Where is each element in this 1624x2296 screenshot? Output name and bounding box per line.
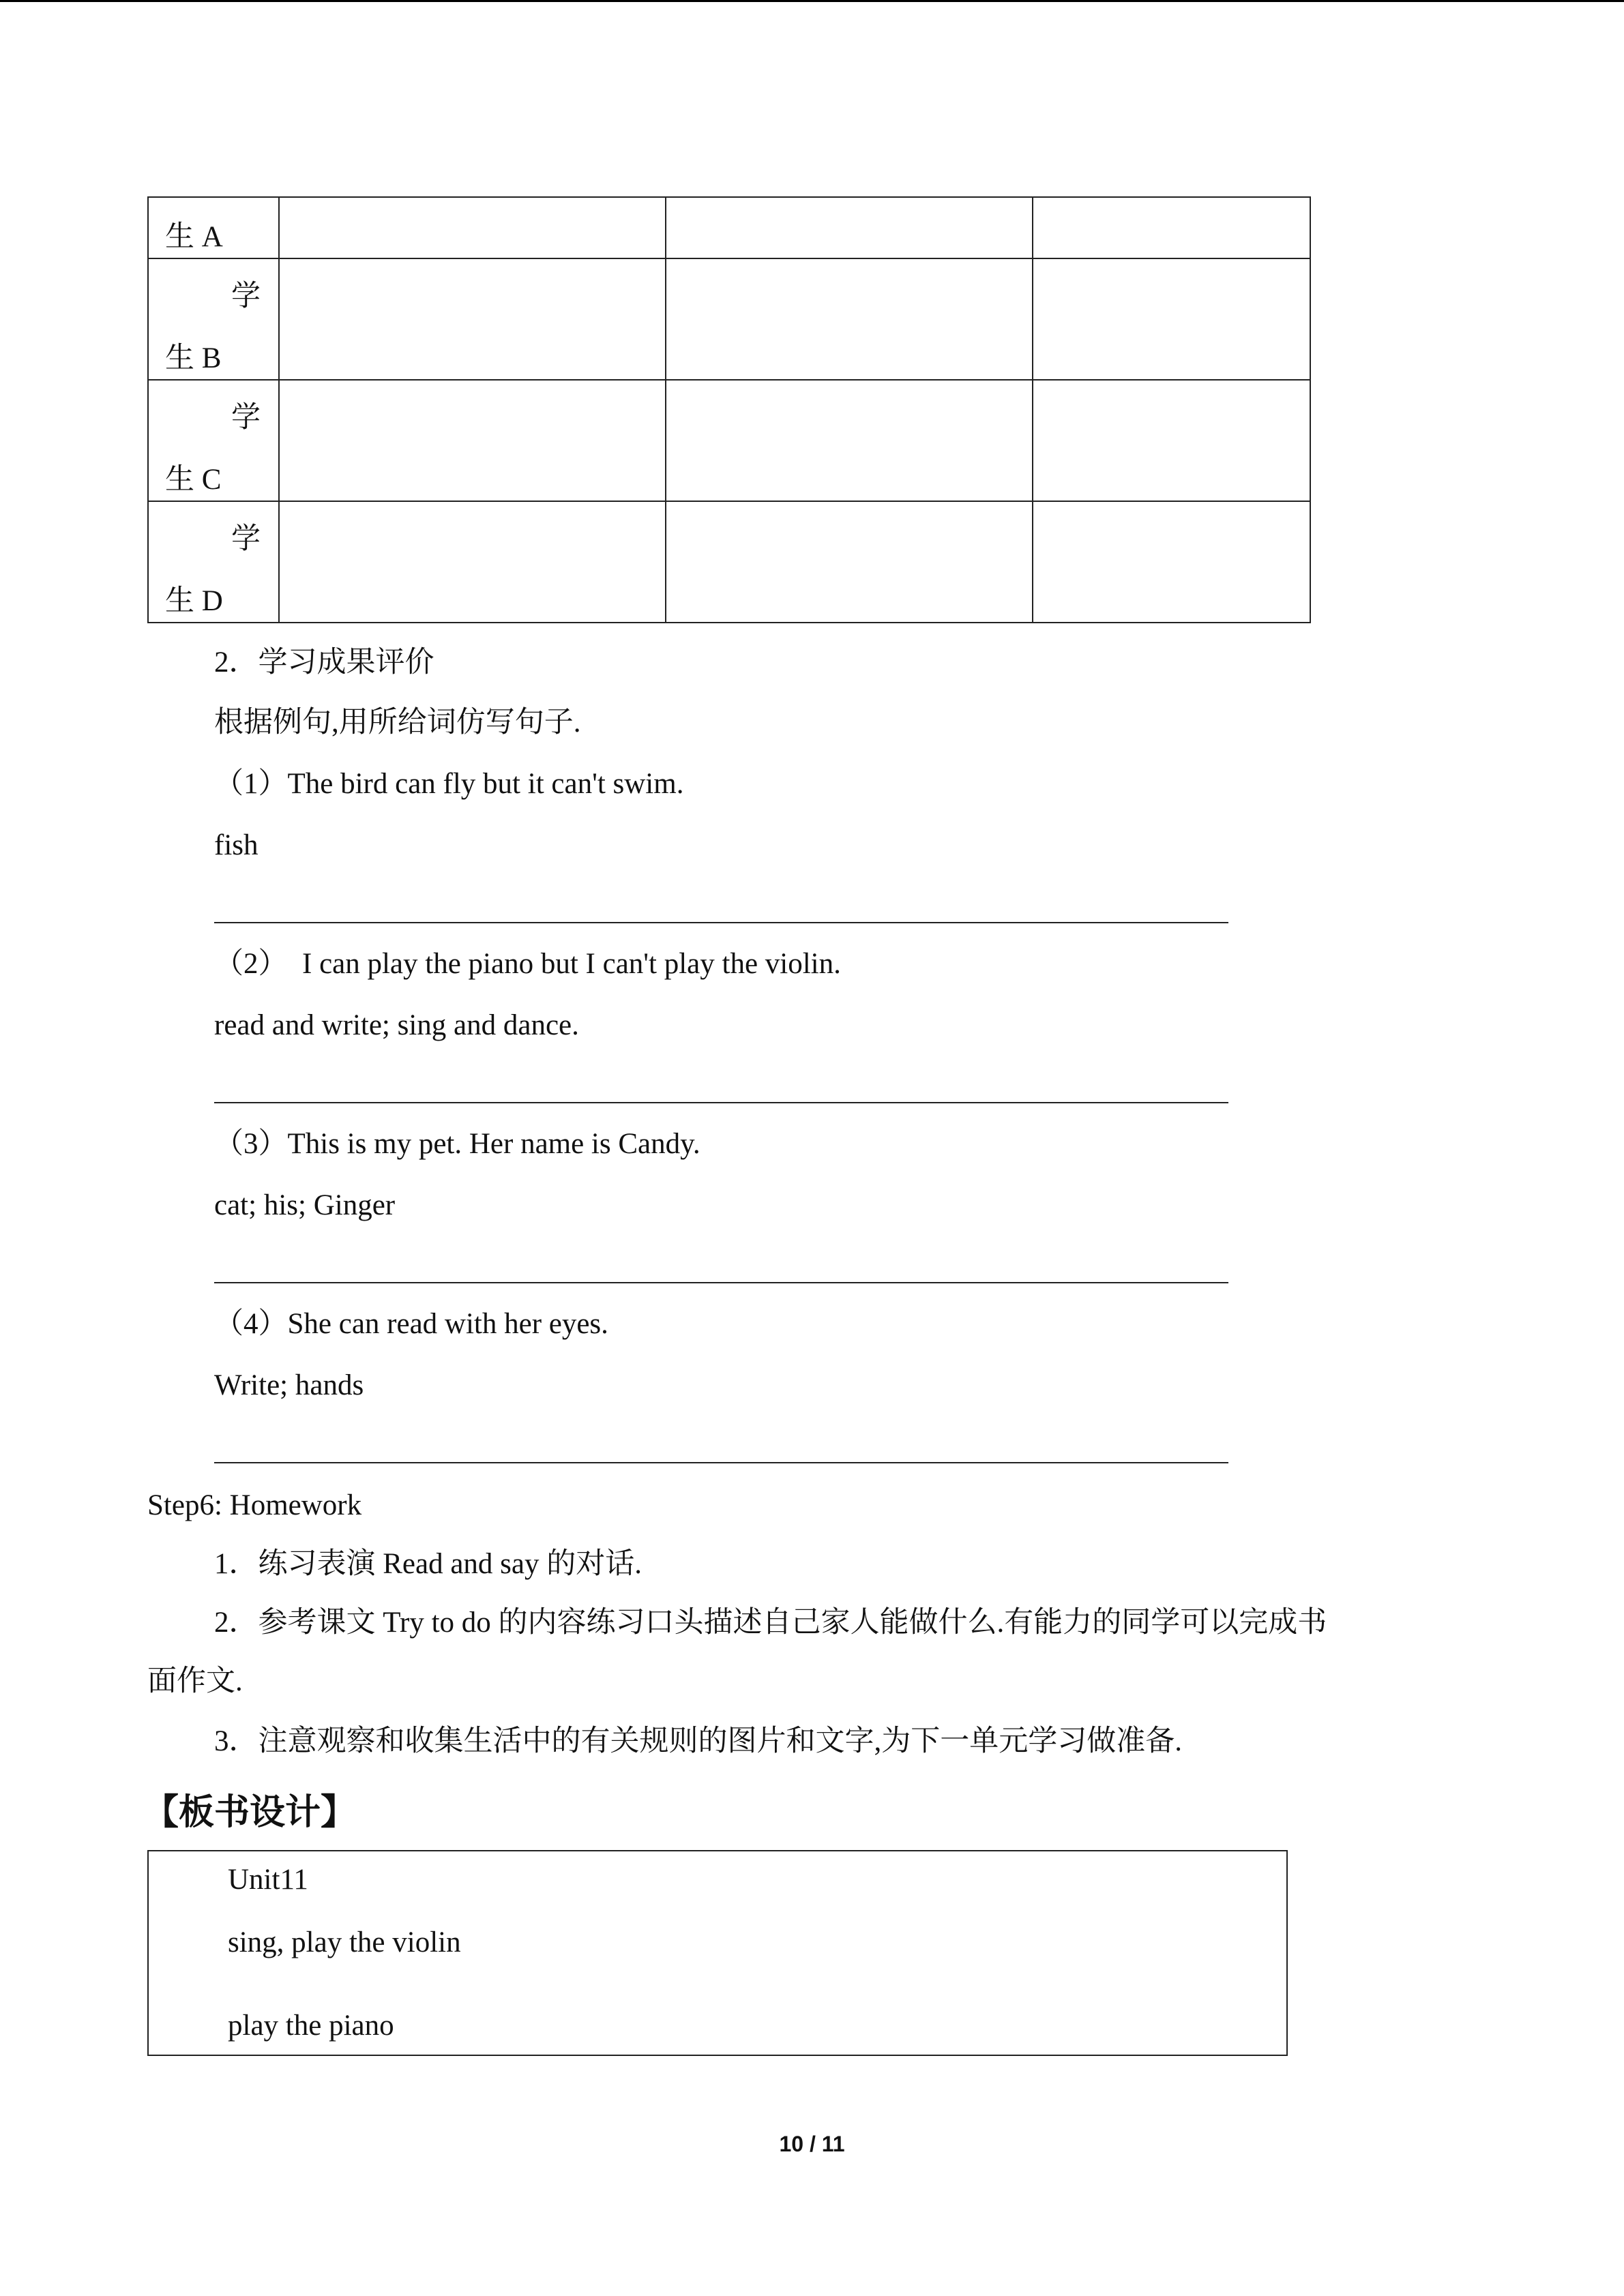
homework-title: Step6: Homework bbox=[147, 1489, 362, 1521]
board-design-heading: 【板书设计】 bbox=[143, 1792, 357, 1833]
answer-line[interactable] bbox=[214, 1282, 1228, 1283]
board-design-box bbox=[147, 1850, 1288, 2056]
homework-item: 3．注意观察和收集生活中的有关规则的图片和文字,为下一单元学习做准备. bbox=[214, 1725, 1182, 1757]
table-row bbox=[148, 258, 1310, 380]
exercise-sentence: （2） I can play the piano but I can't play the violin. bbox=[214, 948, 841, 980]
assessment-instruction: 根据例句,用所给词仿写句子. bbox=[214, 706, 581, 739]
homework-item: 1．练习表演 Read and say 的对话. bbox=[214, 1548, 643, 1580]
evaluation-table bbox=[147, 196, 1311, 623]
assessment-heading: 2．学习成果评价 bbox=[214, 646, 434, 679]
answer-line[interactable] bbox=[214, 1462, 1228, 1463]
page-top-border bbox=[0, 0, 1624, 2]
answer-line[interactable] bbox=[214, 1102, 1228, 1103]
table-cell bbox=[279, 258, 666, 380]
board-line: play the piano bbox=[228, 2010, 394, 2042]
exercise-words: cat; his; Ginger bbox=[214, 1189, 396, 1221]
table-row bbox=[148, 380, 1310, 501]
exercise-sentence: （3）This is my pet. Her name is Candy. bbox=[214, 1128, 700, 1160]
table-cell bbox=[1033, 197, 1310, 258]
table-cell bbox=[279, 501, 666, 623]
exercise-words: read and write; sing and dance. bbox=[214, 1009, 579, 1041]
student-label: 学 生 B bbox=[165, 280, 261, 374]
table-row bbox=[148, 197, 1310, 258]
homework-item: 2．参考课文 Try to do 的内容练习口头描述自己家人能做什么.有能力的同学可以完成书 bbox=[214, 1607, 1327, 1639]
table-cell bbox=[1033, 380, 1310, 501]
exercise-words: fish bbox=[214, 829, 259, 861]
student-label: 学 生 C bbox=[165, 402, 261, 496]
table-cell bbox=[1033, 258, 1310, 380]
table-cell bbox=[279, 197, 666, 258]
board-line: sing, play the violin bbox=[228, 1926, 461, 1958]
table-cell bbox=[279, 380, 666, 501]
exercise-sentence: （4）She can read with her eyes. bbox=[214, 1308, 608, 1340]
exercise-sentence: （1）The bird can fly but it can't swim. bbox=[214, 768, 684, 800]
student-label: 学 生 D bbox=[165, 523, 261, 617]
table-cell bbox=[666, 501, 1033, 623]
answer-line[interactable] bbox=[214, 922, 1228, 923]
table-cell bbox=[1033, 501, 1310, 623]
table-cell bbox=[666, 258, 1033, 380]
student-label: 生 A bbox=[165, 221, 223, 253]
page-number: 10 / 11 bbox=[779, 2132, 845, 2156]
table-cell bbox=[666, 197, 1033, 258]
table-row bbox=[148, 501, 1310, 623]
exercise-words: Write; hands bbox=[214, 1369, 364, 1401]
table-cell bbox=[666, 380, 1033, 501]
board-line: Unit11 bbox=[228, 1864, 308, 1896]
homework-item-continued: 面作文. bbox=[147, 1665, 243, 1697]
